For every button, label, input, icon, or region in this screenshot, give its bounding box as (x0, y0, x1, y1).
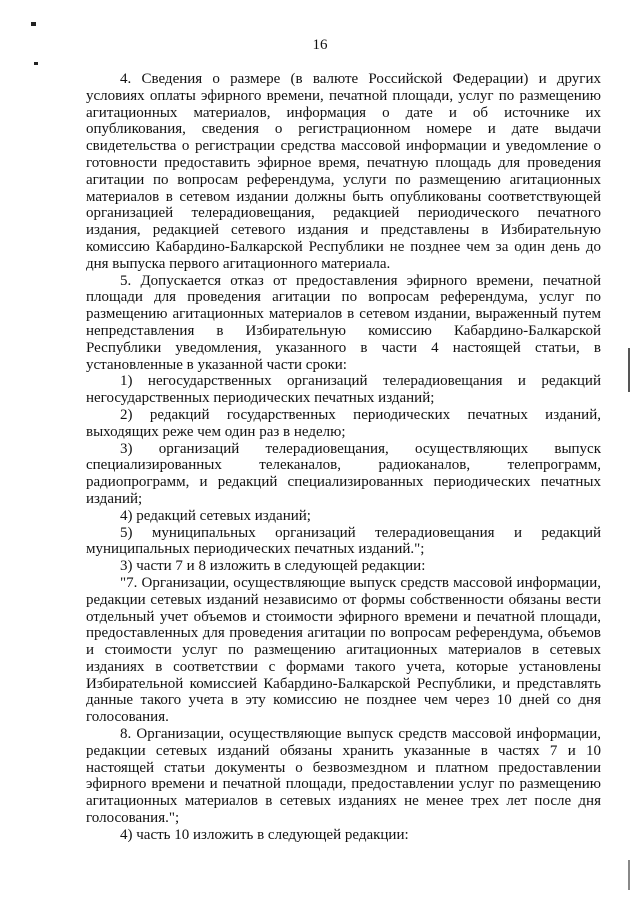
page-number: 16 (312, 37, 328, 53)
list-item-4: 4) редакций сетевых изданий; (120, 507, 311, 524)
scan-edge-mark (628, 348, 630, 392)
paragraph-part-8: 8. Организации, осуществляющие выпуск средств массовой информации, редакции сетевых изданий обязаны хранить указанные в частях 7 и 10 настоящей статьи документы о безвозмездном и платном предоставлении эфирного времени и печатной площади, предоставлении услуг по размещению агитационных материалов в сетевых изданиях не менее трех лет после дня голосования."; (86, 726, 601, 827)
document-body (86, 71, 601, 844)
amendment-part-10: 4) часть 10 изложить в следующей редакции: (120, 826, 409, 843)
paragraph-part-7: "7. Организации, осуществляющие выпуск средств массовой информации, редакции сетевых изданий независимо от формы собственности обязаны вести отдельный учет объемов и стоимости эфирного времени и печатной площади, предоставленных для проведения агитации по вопросам референдума, объемов и стоимости услуг по размещению агитационных материалов в сетевых изданиях в соответствии с формами такого учета, которые установлены Избирательной комиссией Кабардино-Балкарской Республики, и представлять данные такого учета в эту комиссию не позднее чем через 10 дней со дня голосования. (86, 574, 601, 726)
paragraph-part-4: 4. Сведения о размере (в валюте Российской Федерации) и других условиях оплаты эфирного времени, печатной площади, услуг по размещению агитационных материалов, информация о дате и об источнике их опубликования, сведения о регистрационном номере и дате выдачи свидетельства о регистрации средства массовой информации и уведомление о готовности предоставить эфирное время, печатную площадь для проведения агитации по вопросам референдума, услуги по размещению агитационных материалов в сетевом издании должны быть опубликованы соответствующей организацией телерадиовещания, редакцией периодического печатного издания, редакцией сетевого издания и представлены в Избирательную комиссию Кабардино-Балкарской Республики не позднее чем за один день до дня выпуска первого агитационного материала. (86, 71, 601, 272)
list-item-1: 1) негосударственных организаций телерадиовещания и редакций негосударственных периодических печатных изданий; (86, 373, 601, 407)
scan-mark-left (34, 62, 38, 65)
scan-mark-top (31, 22, 36, 26)
list-item-2: 2) редакций государственных периодических печатных изданий, выходящих реже чем один раз в неделю; (86, 406, 601, 440)
scan-edge-mark-bottom (628, 860, 630, 890)
list-item-3: 3) организаций телерадиовещания, осуществляющих выпуск специализированных телеканалов, радиоканалов, телепрограмм, радиопрограмм, и редакций специализированных периодических печатных изданий; (86, 440, 601, 507)
amendment-parts-7-8: 3) части 7 и 8 изложить в следующей редакции: (120, 558, 426, 575)
list-item-5: 5) муниципальных организаций телерадиовещания и редакций муниципальных периодических печатных изданий."; (86, 524, 601, 558)
paragraph-part-5: 5. Допускается отказ от предоставления эфирного времени, печатной площади для проведения агитации по вопросам референдума, услуг по размещению агитационных материалов в сетевом издании, выраженный путем непредставления в Избирательную комиссию Кабардино-Балкарской Республики уведомления, указанного в части 4 настоящей статьи, в установленные в указанной части сроки: (86, 272, 601, 373)
